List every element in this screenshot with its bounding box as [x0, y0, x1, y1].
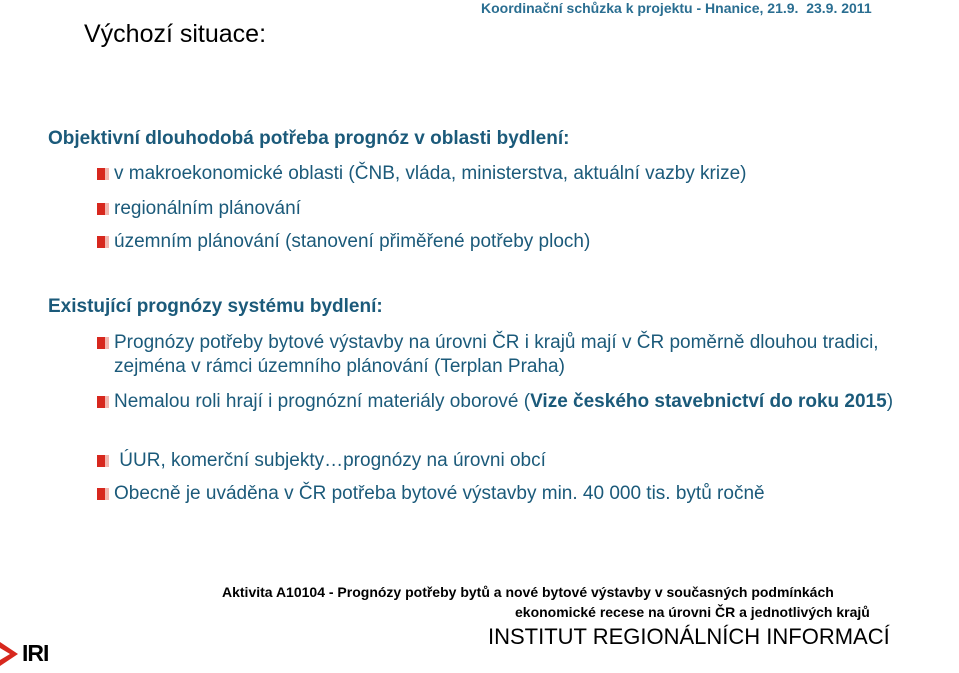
list-item-text-before: Nemalou roli hrají i prognózní materiály oborové (	[114, 391, 531, 412]
list-item-text: ÚUR, komerční subjekty…prognózy na úrovni obcí	[114, 450, 546, 471]
bullet-marker-icon	[97, 236, 109, 248]
list-item-text: Prognózy potřeby bytové výstavby na úrovni ČR i krajů mají v ČR poměrně dlouhou tradici, zejména v rámci územního plánování (Terplan Praha)	[114, 332, 879, 377]
list-item	[97, 449, 937, 473]
list-item-text-bold: Vize českého stavebnictví do roku 2015	[530, 391, 887, 412]
list-item	[97, 197, 937, 221]
section-heading-existing-forecasts: Existující prognózy systému bydlení:	[48, 296, 383, 317]
list-item	[97, 482, 937, 506]
section-heading-objective-need: Objektivní dlouhodobá potřeba prognóz v oblasti bydlení:	[48, 128, 570, 149]
bullet-marker-icon	[97, 203, 109, 215]
logo-text: IRI	[22, 640, 49, 666]
list-item-text: Obecně je uváděna v ČR potřeba bytové výstavby min. 40 000 tis. bytů ročně	[114, 483, 765, 504]
list-item	[97, 230, 937, 254]
bullet-marker-icon	[97, 455, 109, 467]
list-item	[97, 331, 937, 379]
institute-name: INSTITUT REGIONÁLNÍCH INFORMACÍ	[488, 624, 890, 649]
list-item-text: územním plánování (stanovení přiměřené potřeby ploch)	[114, 231, 591, 252]
footer-activity-line2: ekonomické recese na úrovni ČR a jednotlivých krajů	[515, 604, 870, 620]
meeting-header: Koordinační schůzka k projektu - Hnanice, 21.9. 23.9. 2011	[481, 0, 872, 16]
list-item-text-after: )	[886, 391, 894, 412]
list-item-text: regionálním plánování	[114, 198, 301, 219]
bullet-marker-icon	[97, 488, 109, 500]
list-item	[97, 390, 937, 414]
footer-activity-line1: Aktivita A10104 - Prognózy potřeby bytů a nové bytové výstavby v současných podmínkách	[222, 584, 834, 600]
bullet-marker-icon	[97, 337, 109, 349]
bullet-marker-icon	[97, 396, 109, 408]
bullet-marker-icon	[97, 168, 109, 180]
slide-title: Výchozí situace:	[84, 20, 267, 48]
iri-logo	[0, 636, 60, 668]
list-item-text	[97, 390, 937, 414]
list-item-text: v makroekonomické oblasti (ČNB, vláda, ministerstva, aktuální vazby krize)	[114, 163, 747, 184]
list-item	[97, 162, 937, 186]
